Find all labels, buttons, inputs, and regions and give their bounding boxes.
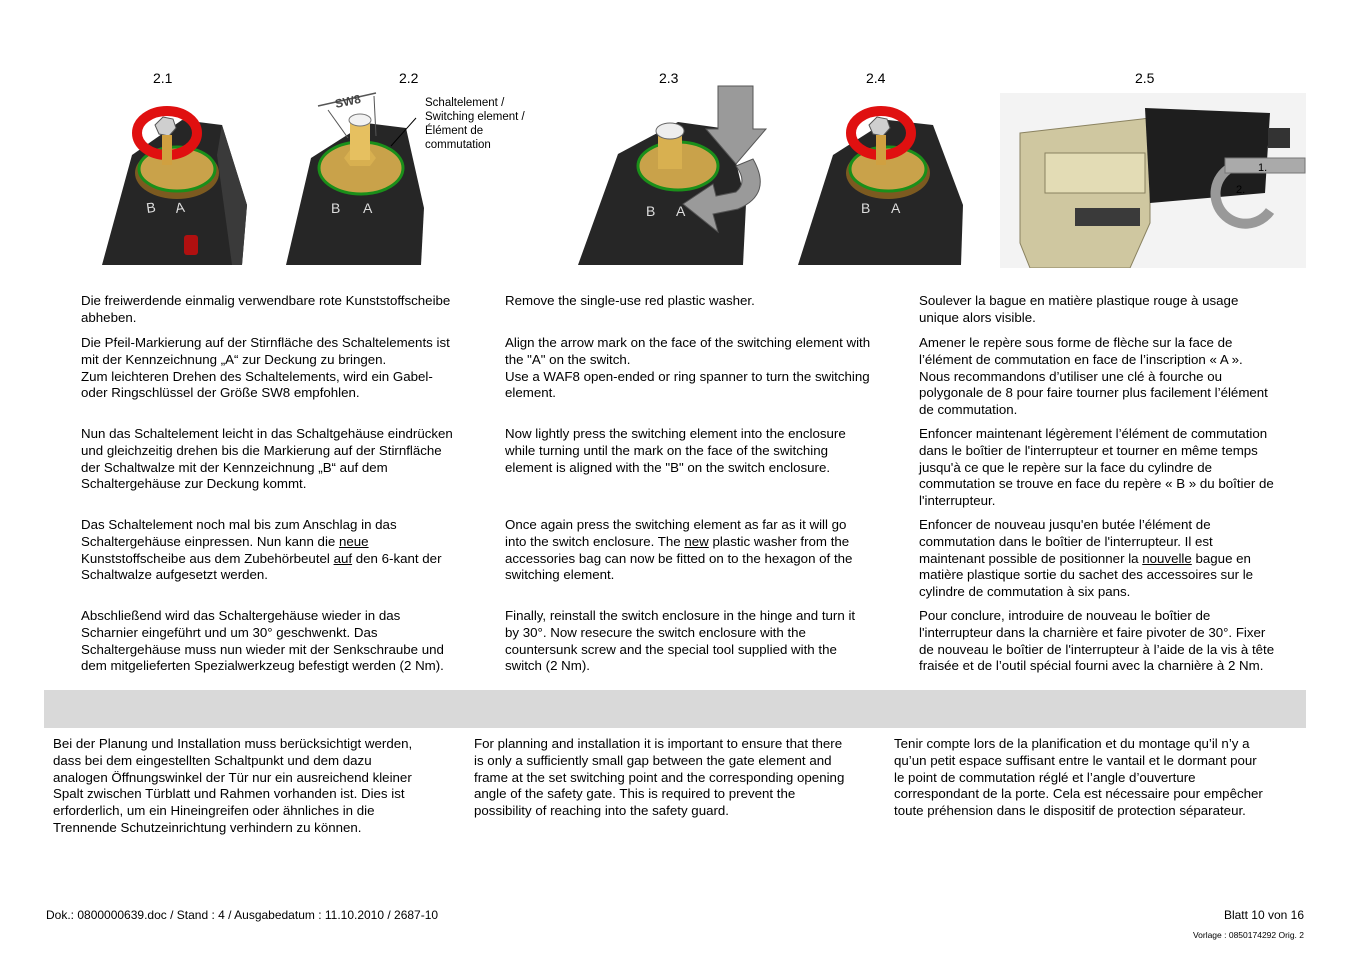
step-number: 2.2: [399, 70, 419, 86]
instruction-fr-2: Amener le repère sous forme de flèche sur la face de l’élément de commutation en face de l’inscription « A ». Nous recommandons d’utiliser une clé à fourche ou polygonale de 8 pour faire tourner plus facilement l’élément de commutation.: [919, 335, 1268, 418]
instruction-de-5: Abschließend wird das Schaltergehäuse wieder in das Scharnier eingeführt und um 30° geschwenkt. Das Schaltergehäuse muss nun wieder mit der Senkschraube und dem mitgelieferten Spezialwerkzeug befestigt werden (2 Nm).: [81, 608, 444, 674]
arrow-label-1: 1.: [1258, 162, 1268, 174]
switching-element-callout: Schaltelement / Switching element / Élément de commutation: [425, 97, 525, 151]
note-en: For planning and installation it is important to ensure that there is only a sufficiently small gap between the gate element and frame at the set switching point and the corresponding opening angle of the safety gate. This is required to prevent the possibility of reaching into the safety guard.: [474, 736, 845, 819]
sheet-number: Blatt 10 von 16: [1223, 908, 1304, 922]
instruction-de-2: Die Pfeil-Markierung auf der Stirnfläche des Schaltelements ist mit der Kennzeichnung „A“ zur Deckung zu bringen. Zum leichteren Drehen des Schaltelements, wird ein Gabel- oder Ringschlüssel der Größe SW8 empfohlen.: [81, 335, 450, 401]
step-number: 2.3: [659, 70, 679, 86]
mark-a: A: [891, 200, 901, 216]
figure-2-5-reinstall-enclosure: [1000, 93, 1306, 268]
figure-2-2-align-arrow: [266, 88, 426, 265]
instruction-de-3: Nun das Schaltelement leicht in das Schaltgehäuse eindrücken und gleichzeitig drehen bis die Markierung auf der Stirnfläche der Schaltwalze mit der Kennzeichnung „B“ auf dem Schaltergehäuse zur Deckung kommt.: [81, 426, 453, 492]
instruction-en-3: Now lightly press the switching element into the enclosure while turning until the mark on the face of the switching element is aligned with the "B" on the switch enclosure.: [505, 426, 846, 475]
mark-b: B: [331, 200, 341, 216]
mark-b: B: [646, 203, 656, 219]
instruction-de-4: Das Schaltelement noch mal bis zum Anschlag in das Schaltergehäuse einpressen. Nun kann die neue Kunststoffscheibe aus dem Zubehörbeutel auf den 6-kant der Schaltwalze aufgesetzt werden.: [81, 517, 442, 583]
mark-b: B: [145, 198, 157, 216]
instruction-fr-4: Enfoncer de nouveau jusqu'en butée l’élément de commutation dans le boîtier de l'interrupteur. Il est maintenant possible de positionner la nouvelle bague en matière plastique sortie du sachet des accessoires sur le cylindre de commutation à six pans.: [919, 517, 1254, 600]
figure-2-4-fit-new-washer: [793, 95, 968, 265]
mark-a: A: [174, 198, 186, 216]
section-divider-band: [44, 690, 1306, 728]
instruction-fr-5: Pour conclure, introduire de nouveau le boîtier de l'interrupteur dans la charnière et faire pivoter de 30°. Fixer de nouveau le boîtier de l'interrupteur à l’aide de la vis à tête fraisée et de l’outil spécial fourni avec la charnière à 2 Nm.: [919, 608, 1275, 674]
step-number: 2.4: [866, 70, 886, 86]
step-number: 2.5: [1135, 70, 1155, 86]
instruction-en-1: Remove the single-use red plastic washer.: [505, 293, 755, 308]
instruction-fr-1: Soulever la bague en matière plastique rouge à usage unique alors visible.: [919, 293, 1239, 325]
figure-2-3-press-and-turn: [578, 84, 778, 265]
instruction-en-4: Once again press the switching element as far as it will go into the switch enclosure. The new plastic washer from the accessories bag can now be fitted on to the hexagon of the switching element.: [505, 517, 853, 583]
sw8-label: SW8: [333, 91, 363, 111]
note-de: Bei der Planung und Installation muss berücksichtigt werden, dass bei dem eingestellten Schaltpunkt und dem dazu analogen Öffnungswinkel der Tür nur ein ausreichend kleiner Spalt zwischen Türblatt und Rahmen vorhanden ist. Dies ist erforderlich, um ein Hineingreifen oder ähnliches in die Trennende Schutzeinrichtung verhindern zu können.: [53, 736, 413, 835]
instruction-en-5: Finally, reinstall the switch enclosure in the hinge and turn it by 30°. Now resecure the switch enclosure with the countersunk screw and the special tool supplied with the switch (2 Nm).: [505, 608, 856, 674]
figure-2-1-remove-washer: [72, 95, 252, 265]
instruction-fr-3: Enfoncer maintenant légèrement l’élément de commutation dans le boîtier de l'interrupteur et tourner en même temps jusqu'à ce que le repère sur la face du cylindre de commutation se trouve en face du repère « B » du boîtier de l'interrupteur.: [919, 426, 1274, 509]
template-reference: Vorlage : 0850174292 Orig. 2: [1192, 930, 1304, 940]
step-number: 2.1: [153, 70, 173, 86]
document-reference: Dok.: 0800000639.doc / Stand : 4 / Ausgabedatum : 11.10.2010 / 2687-10: [46, 908, 439, 922]
note-fr: Tenir compte lors de la planification et du montage qu’il n’y a qu’un petit espace suffisant entre le vantail et le dormant pour le point de commutation réglé et l’angle d’ouverture correspondant de la porte. Cela est nécessaire pour empêcher toute préhension dans le dispositif de protection séparateur.: [894, 736, 1263, 819]
mark-a: A: [363, 200, 373, 216]
arrow-label-2: 2.: [1236, 184, 1246, 196]
mark-a: A: [676, 203, 686, 219]
instruction-de-1: Die freiwerdende einmalig verwendbare rote Kunststoffscheibe abheben.: [81, 293, 451, 325]
instruction-en-2: Align the arrow mark on the face of the switching element with the "A" on the switch. Use a WAF8 open-ended or ring spanner to turn the switching element.: [505, 335, 871, 401]
mark-b: B: [861, 200, 871, 216]
